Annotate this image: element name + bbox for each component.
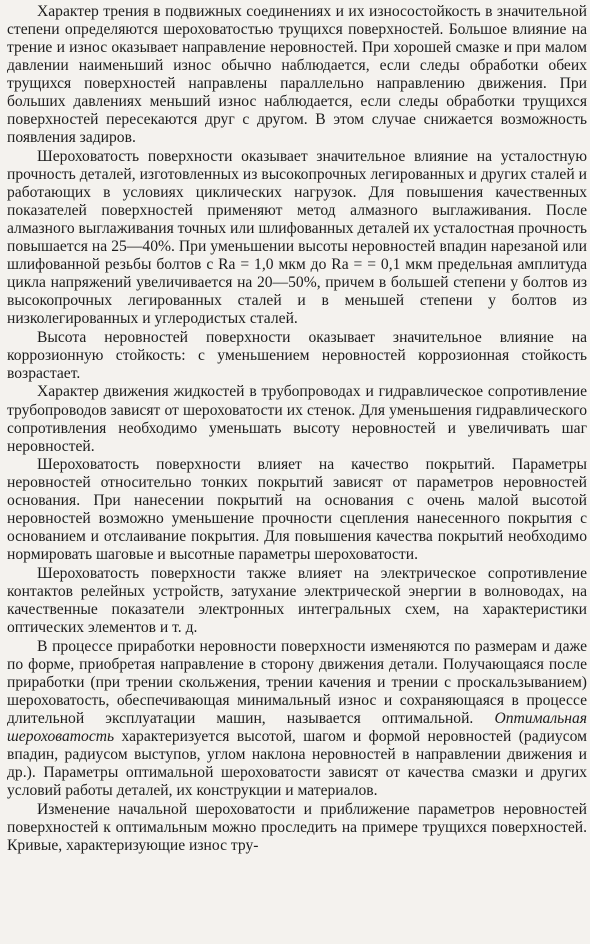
document-page xyxy=(7,3,587,941)
paragraph-corrosion-text: Высота неровностей поверхности оказывает значительное влияние на коррозионную стойкость: с уменьшением неровностей коррозионная стойкость возрастает. xyxy=(7,328,587,382)
paragraph-fatigue-strength xyxy=(7,148,587,328)
paragraph-electrical-text: Шероховатость поверхности также влияет на электрическое сопротивление контактов релейных устройств, затухание электрической энергии в волноводах, на качественные показатели электронных интегральных схем, на характеристики оптических элементов и т. д. xyxy=(7,564,587,637)
paragraph-running-in-text: В процессе приработки неровности поверхности изменяются по размерам и даже по форме, приобретая направление в сторону движения детали. Получающаяся после приработки (при трении скольжения, трении качения и трении с проскальзыванием) шероховатость, обеспечивающая минимальный износ и сохраняющаяся в процессе длительной эксплуатации машин, называется оптимальной. xyxy=(7,637,587,727)
emphasis-optimal-roughness: Оптимальная шероховатость xyxy=(7,709,587,745)
paragraph-electrical xyxy=(7,565,587,637)
paragraph-friction xyxy=(7,3,587,147)
paragraph-coatings xyxy=(7,456,587,564)
paragraph-initial-roughness xyxy=(7,801,587,855)
paragraph-running-in-rest: характеризуется высотой, шагом и формой неровностей (радиусом впадин, радиусом выступов, углом наклона неровностей в направлении движения и др.). Параметры оптимальной шероховатости зависят от качества смазки и других условий работы деталей, их конструкции и материалов. xyxy=(7,727,587,800)
paragraph-coatings-text: Шероховатость поверхности влияет на качество покрытий. Параметры неровностей относительно тонких покрытий зависят от параметров неровностей основания. При нанесении покрытий на основания с очень малой высотой неровностей возможно уменьшение прочности сцепления нанесенного покрытия с основанием и отслаивание покрытия. Для повышения качества покрытий необходимо нормировать шаговые и высотные параметры шероховатости. xyxy=(7,456,587,564)
paragraph-pipelines-text: Характер движения жидкостей в трубопроводах и гидравлическое сопротивление трубопроводов зависят от шероховатости их стенок. Для уменьшения гидравлического сопротивления необходимо уменьшать высоту неровностей и увеличивать шаг неровностей. xyxy=(7,383,587,455)
paragraph-corrosion xyxy=(7,329,587,383)
paragraph-friction-text: Характер трения в подвижных соединениях и их износостойкость в значительной степени определяются шероховатостью трущихся поверхностей. Большое влияние на трение и износ оказывает направление неровностей. При хорошей смазке и при малом давлении наименьший износ обычно наблюдается, если следы обработки обеих трущихся поверхностей направлены параллельно направлению движения. При больших давлениях меньший износ наблюдается, если следы обработки трущихся поверхностей пересекаются друг с другом. В этом случае снижается возможность появления задиров. xyxy=(7,3,587,147)
paragraph-fatigue-strength-text: Шероховатость поверхности оказывает значительное влияние на усталостную прочность деталей, изготовленных из высокопрочных легированных и других сталей и работающих в условиях циклических нагрузок. Для повышения качественных показателей поверхностей применяют метод алмазного выглаживания. После алмазного выглаживания точных или шлифованных деталей их усталостная прочность повышается на 25—40%. При уменьшении высоты неровностей впадин нарезаной или шлифованной резьбы болтов с Ra = 1,0 мкм до Ra = = 0,1 мкм предельная амплитуда цикла напряжений увеличивается на 20—50%, причем в большей степени у болтов из высокопрочных легированных сталей и в меньшей степени у болтов из низколегированных и углеродистых сталей. xyxy=(7,147,587,328)
paragraph-pipelines xyxy=(7,383,587,455)
paragraph-initial-roughness-text: Изменение начальной шероховатости и приближение параметров неровностей поверхностей к оптимальным можно проследить на примере трущихся поверхностей. Кривые, характеризующие износ тру- xyxy=(7,800,587,854)
paragraph-running-in xyxy=(7,638,587,800)
